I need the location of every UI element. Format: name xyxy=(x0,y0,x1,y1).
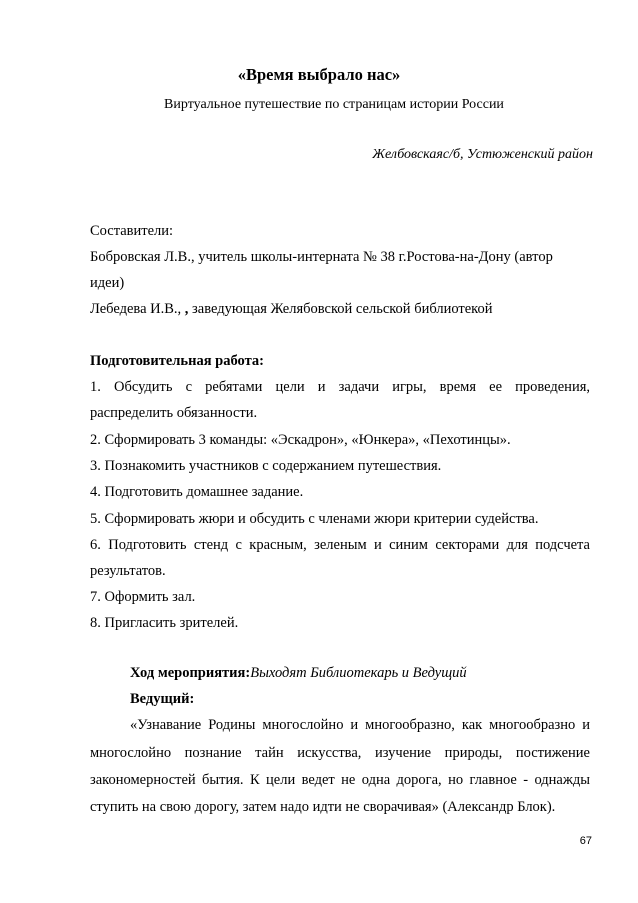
prep-item-6-line-1: 6. Подготовить стенд с красным, зеленым и синим секторами для подсчета xyxy=(90,537,590,553)
authors-heading: Составители: xyxy=(90,223,174,239)
author-1-line-1: Бобровская Л.В., учитель школы-интерната № 38 г.Ростова-на-Дону (автор xyxy=(90,249,553,265)
page-number: 67 xyxy=(579,835,592,847)
event-heading-line xyxy=(130,664,590,682)
document-title: «Время выбрало нас» xyxy=(237,65,401,84)
author-2-name: Лебедева И.В., xyxy=(90,301,182,317)
prep-item-5: 5. Сформировать жюри и обсудить с членами жюри критерии судейства. xyxy=(90,511,539,527)
stage-direction: Выходят Библиотекарь и Ведущий xyxy=(250,665,467,681)
quote-line-4: ступить на свою дорогу, затем надо идти не сворачивая» (Александр Блок). xyxy=(90,799,556,815)
event-heading: Ход мероприятия: xyxy=(130,665,251,681)
author-2-line xyxy=(90,300,590,318)
location-line: Желбовскаяс/б, Устюженский район xyxy=(372,147,593,162)
author-1-line-2: идеи) xyxy=(90,275,125,291)
prep-item-7: 7. Оформить зал. xyxy=(90,589,196,605)
prep-item-2: 2. Сформировать 3 команды: «Эскадрон», «Юнкера», «Пехотинцы». xyxy=(90,432,511,448)
author-2-role: заведующая Желябовской сельской библиотекой xyxy=(192,301,493,317)
prep-item-1-line-2: распределить обязанности. xyxy=(90,405,258,421)
prep-heading: Подготовительная работа: xyxy=(90,353,264,369)
document-subtitle: Виртуальное путешествие по страницам истории России xyxy=(164,97,504,112)
prep-item-8: 8. Пригласить зрителей. xyxy=(90,615,239,631)
author-2-comma: , xyxy=(181,301,193,317)
prep-item-4: 4. Подготовить домашнее задание. xyxy=(90,484,304,500)
quote-line-3: закономерностей бытия. К цели ведет не одна дорога, но главное - однажды xyxy=(90,772,590,788)
quote-line-2: многослойно познание тайн искусства, изучение природы, постижение xyxy=(90,745,590,761)
speaker-label: Ведущий: xyxy=(130,691,195,707)
prep-item-3: 3. Познакомить участников с содержанием путешествия. xyxy=(90,458,442,474)
prep-item-1-line-1: 1. Обсудить с ребятами цели и задачи игры, время ее проведения, xyxy=(90,379,590,395)
quote-line-1: «Узнавание Родины многослойно и многообразно, как многообразно и xyxy=(130,717,590,733)
prep-item-6-line-2: результатов. xyxy=(90,563,166,579)
